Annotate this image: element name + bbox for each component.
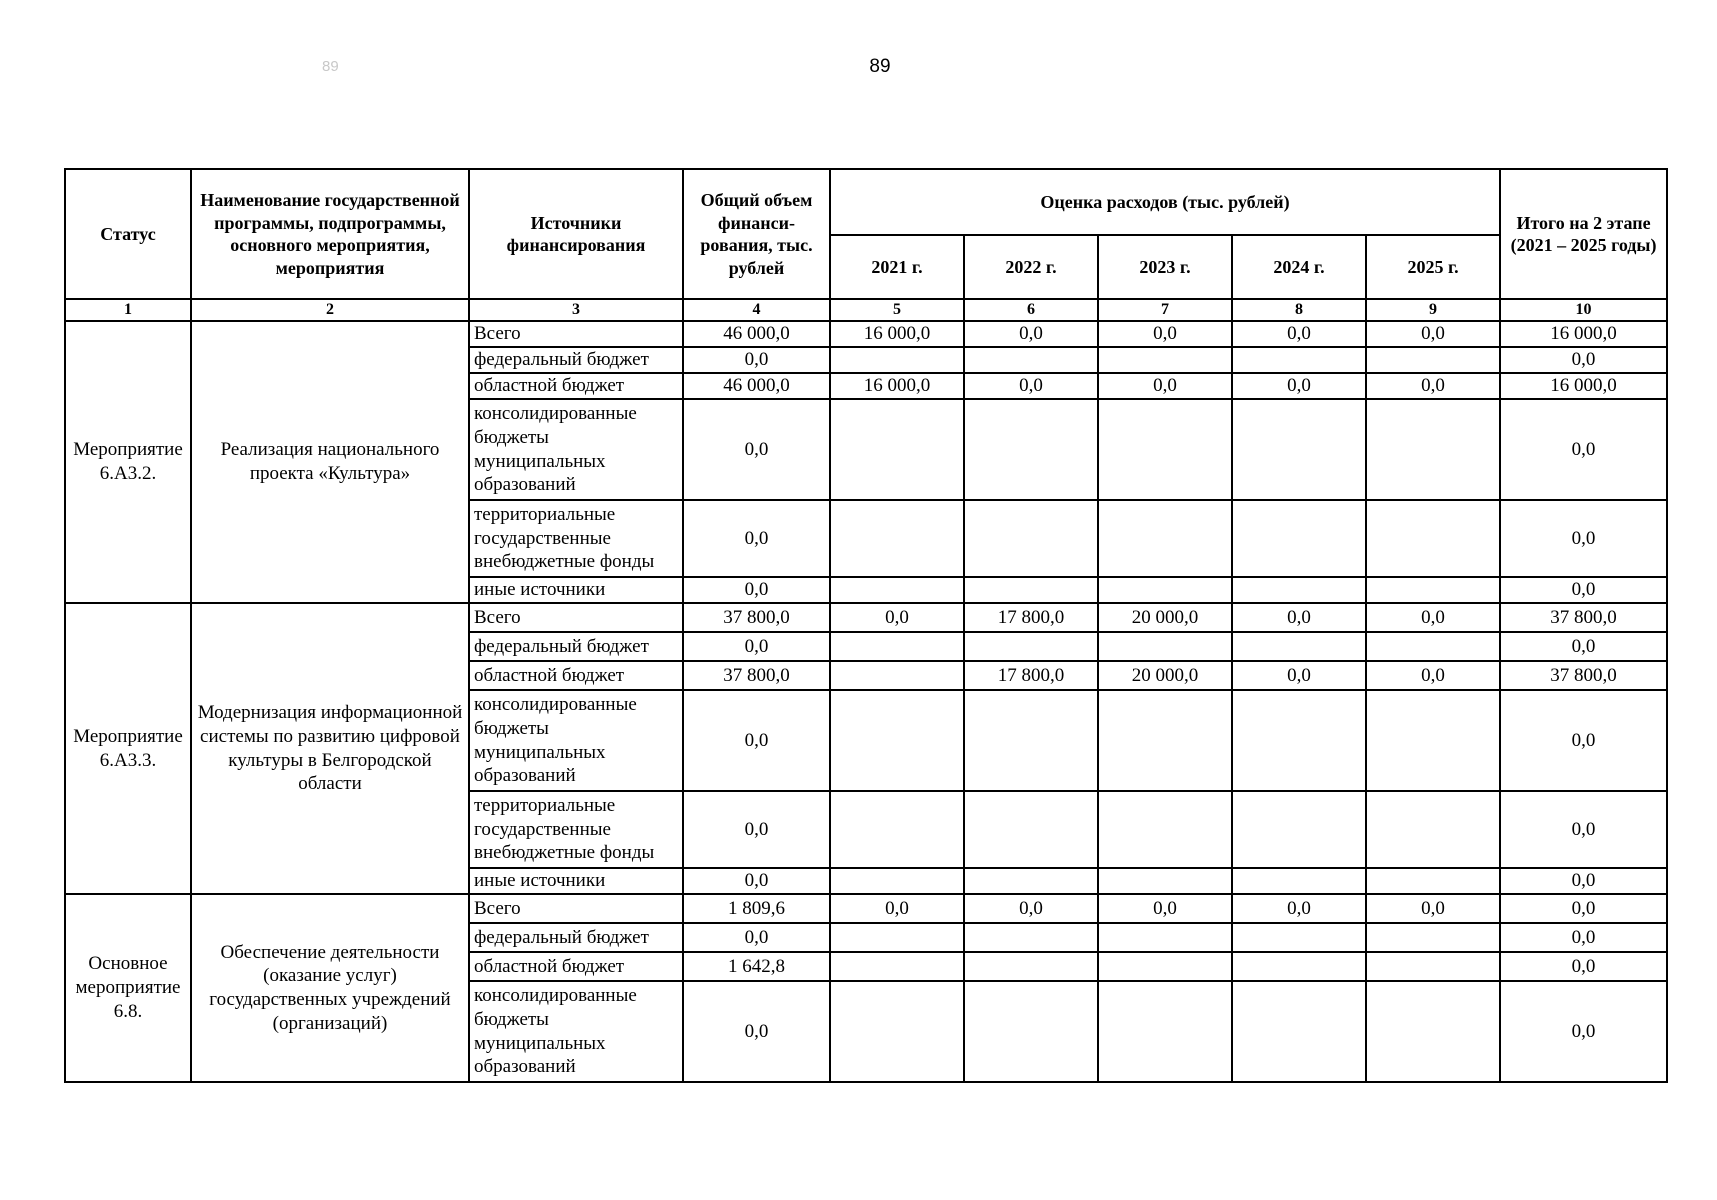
col-number: 1 bbox=[65, 299, 191, 321]
year-2024-cell bbox=[1232, 632, 1366, 661]
year-2024-cell bbox=[1232, 868, 1366, 894]
itogo-cell: 0,0 bbox=[1500, 500, 1667, 577]
year-2022-cell: 0,0 bbox=[964, 321, 1098, 347]
year-2022-cell: 0,0 bbox=[964, 894, 1098, 923]
year-2021-cell bbox=[830, 952, 964, 981]
year-2022-cell bbox=[964, 632, 1098, 661]
col-number: 8 bbox=[1232, 299, 1366, 321]
year-2021-cell bbox=[830, 632, 964, 661]
table-row bbox=[65, 321, 1667, 347]
year-2021-cell bbox=[830, 923, 964, 952]
total-cell: 0,0 bbox=[683, 399, 830, 500]
year-2022-cell: 0,0 bbox=[964, 373, 1098, 399]
year-2022-cell bbox=[964, 868, 1098, 894]
year-2023-cell: 0,0 bbox=[1098, 321, 1232, 347]
year-2021-cell bbox=[830, 981, 964, 1082]
year-2021-cell: 16 000,0 bbox=[830, 373, 964, 399]
year-2021-cell: 0,0 bbox=[830, 603, 964, 632]
source-cell: консолидированные бюджеты муниципальных образований bbox=[469, 690, 683, 791]
source-cell: областной бюджет bbox=[469, 952, 683, 981]
year-2022-cell: 17 800,0 bbox=[964, 603, 1098, 632]
column-number-row bbox=[65, 299, 1667, 321]
year-2023-cell bbox=[1098, 347, 1232, 373]
header-total: Общий объем финанси-рования, тыс. рублей bbox=[683, 169, 830, 299]
total-cell: 46 000,0 bbox=[683, 373, 830, 399]
source-cell: консолидированные бюджеты муниципальных образований bbox=[469, 981, 683, 1082]
year-2025-cell bbox=[1366, 923, 1500, 952]
total-cell: 0,0 bbox=[683, 981, 830, 1082]
year-2022-cell bbox=[964, 347, 1098, 373]
total-cell: 0,0 bbox=[683, 347, 830, 373]
year-2024-cell bbox=[1232, 399, 1366, 500]
year-2023-cell bbox=[1098, 577, 1232, 603]
header-year-2021: 2021 г. bbox=[830, 235, 964, 299]
year-2023-cell bbox=[1098, 690, 1232, 791]
page-number: 89 bbox=[869, 56, 891, 77]
table-row bbox=[65, 894, 1667, 923]
total-cell: 0,0 bbox=[683, 690, 830, 791]
year-2024-cell bbox=[1232, 791, 1366, 868]
year-2024-cell: 0,0 bbox=[1232, 894, 1366, 923]
year-2021-cell bbox=[830, 661, 964, 690]
year-2022-cell bbox=[964, 690, 1098, 791]
year-2024-cell: 0,0 bbox=[1232, 603, 1366, 632]
year-2025-cell bbox=[1366, 690, 1500, 791]
year-2024-cell bbox=[1232, 952, 1366, 981]
year-2025-cell: 0,0 bbox=[1366, 894, 1500, 923]
year-2025-cell bbox=[1366, 632, 1500, 661]
year-2025-cell bbox=[1366, 791, 1500, 868]
itogo-cell: 0,0 bbox=[1500, 923, 1667, 952]
year-2021-cell: 16 000,0 bbox=[830, 321, 964, 347]
itogo-cell: 0,0 bbox=[1500, 577, 1667, 603]
year-2022-cell bbox=[964, 923, 1098, 952]
budget-table bbox=[64, 168, 1668, 1083]
year-2024-cell bbox=[1232, 981, 1366, 1082]
year-2024-cell bbox=[1232, 923, 1366, 952]
total-cell: 37 800,0 bbox=[683, 661, 830, 690]
year-2024-cell: 0,0 bbox=[1232, 321, 1366, 347]
total-cell: 1 809,6 bbox=[683, 894, 830, 923]
year-2022-cell bbox=[964, 577, 1098, 603]
year-2024-cell: 0,0 bbox=[1232, 661, 1366, 690]
itogo-cell: 0,0 bbox=[1500, 399, 1667, 500]
year-2023-cell bbox=[1098, 981, 1232, 1082]
year-2021-cell bbox=[830, 399, 964, 500]
year-2022-cell bbox=[964, 500, 1098, 577]
source-cell: территориальные государственные внебюджетные фонды bbox=[469, 500, 683, 577]
year-2024-cell bbox=[1232, 347, 1366, 373]
year-2022-cell bbox=[964, 791, 1098, 868]
year-2023-cell bbox=[1098, 791, 1232, 868]
year-2023-cell: 0,0 bbox=[1098, 894, 1232, 923]
year-2023-cell: 20 000,0 bbox=[1098, 603, 1232, 632]
year-2023-cell bbox=[1098, 868, 1232, 894]
activity-name-cell: Обеспечение деятельности (оказание услуг) государственных учреждений (организаций) bbox=[191, 894, 469, 1082]
itogo-cell: 0,0 bbox=[1500, 791, 1667, 868]
total-cell: 0,0 bbox=[683, 500, 830, 577]
year-2021-cell bbox=[830, 347, 964, 373]
total-cell: 0,0 bbox=[683, 577, 830, 603]
source-cell: территориальные государственные внебюджетные фонды bbox=[469, 791, 683, 868]
col-number: 7 bbox=[1098, 299, 1232, 321]
itogo-cell: 16 000,0 bbox=[1500, 321, 1667, 347]
source-cell: областной бюджет bbox=[469, 373, 683, 399]
col-number: 3 bbox=[469, 299, 683, 321]
year-2023-cell bbox=[1098, 399, 1232, 500]
source-cell: федеральный бюджет bbox=[469, 347, 683, 373]
source-cell: иные источники bbox=[469, 868, 683, 894]
source-cell: Всего bbox=[469, 603, 683, 632]
col-number: 9 bbox=[1366, 299, 1500, 321]
total-cell: 46 000,0 bbox=[683, 321, 830, 347]
year-2022-cell bbox=[964, 399, 1098, 500]
year-2025-cell bbox=[1366, 868, 1500, 894]
itogo-cell: 0,0 bbox=[1500, 952, 1667, 981]
year-2023-cell: 0,0 bbox=[1098, 373, 1232, 399]
itogo-cell: 0,0 bbox=[1500, 868, 1667, 894]
itogo-cell: 0,0 bbox=[1500, 981, 1667, 1082]
header-itogo: Итого на 2 этапе (2021 – 2025 годы) bbox=[1500, 169, 1667, 299]
header-name: Наименование государственной программы, подпрограммы, основного мероприятия, мероприятия bbox=[191, 169, 469, 299]
year-2021-cell bbox=[830, 690, 964, 791]
year-2024-cell bbox=[1232, 690, 1366, 791]
itogo-cell: 37 800,0 bbox=[1500, 661, 1667, 690]
year-2025-cell bbox=[1366, 952, 1500, 981]
status-cell: Мероприятие 6.А3.2. bbox=[65, 321, 191, 603]
year-2021-cell bbox=[830, 500, 964, 577]
col-number: 4 bbox=[683, 299, 830, 321]
year-2025-cell: 0,0 bbox=[1366, 603, 1500, 632]
activity-name-cell: Реализация национального проекта «Культура» bbox=[191, 321, 469, 603]
itogo-cell: 0,0 bbox=[1500, 632, 1667, 661]
total-cell: 37 800,0 bbox=[683, 603, 830, 632]
table-row bbox=[65, 603, 1667, 632]
ghost-page-number: 89 bbox=[322, 58, 339, 75]
header-estimate: Оценка расходов (тыс. рублей) bbox=[830, 169, 1500, 235]
itogo-cell: 0,0 bbox=[1500, 894, 1667, 923]
year-2025-cell bbox=[1366, 347, 1500, 373]
year-2025-cell: 0,0 bbox=[1366, 321, 1500, 347]
source-cell: областной бюджет bbox=[469, 661, 683, 690]
status-cell: Основное мероприятие 6.8. bbox=[65, 894, 191, 1082]
year-2021-cell: 0,0 bbox=[830, 894, 964, 923]
year-2022-cell: 17 800,0 bbox=[964, 661, 1098, 690]
total-cell: 1 642,8 bbox=[683, 952, 830, 981]
header-year-2025: 2025 г. bbox=[1366, 235, 1500, 299]
total-cell: 0,0 bbox=[683, 923, 830, 952]
status-cell: Мероприятие 6.А3.3. bbox=[65, 603, 191, 894]
header-year-2023: 2023 г. bbox=[1098, 235, 1232, 299]
year-2023-cell bbox=[1098, 923, 1232, 952]
year-2025-cell bbox=[1366, 500, 1500, 577]
col-number: 5 bbox=[830, 299, 964, 321]
col-number: 6 bbox=[964, 299, 1098, 321]
total-cell: 0,0 bbox=[683, 791, 830, 868]
source-cell: иные источники bbox=[469, 577, 683, 603]
source-cell: Всего bbox=[469, 894, 683, 923]
source-cell: федеральный бюджет bbox=[469, 923, 683, 952]
year-2023-cell bbox=[1098, 952, 1232, 981]
year-2021-cell bbox=[830, 868, 964, 894]
year-2023-cell bbox=[1098, 500, 1232, 577]
itogo-cell: 0,0 bbox=[1500, 347, 1667, 373]
source-cell: федеральный бюджет bbox=[469, 632, 683, 661]
itogo-cell: 0,0 bbox=[1500, 690, 1667, 791]
total-cell: 0,0 bbox=[683, 632, 830, 661]
year-2024-cell bbox=[1232, 577, 1366, 603]
year-2025-cell bbox=[1366, 577, 1500, 603]
year-2023-cell: 20 000,0 bbox=[1098, 661, 1232, 690]
year-2023-cell bbox=[1098, 632, 1232, 661]
source-cell: Всего bbox=[469, 321, 683, 347]
year-2022-cell bbox=[964, 981, 1098, 1082]
header-sources: Источники финансирования bbox=[469, 169, 683, 299]
year-2021-cell bbox=[830, 791, 964, 868]
header-status: Статус bbox=[65, 169, 191, 299]
year-2021-cell bbox=[830, 577, 964, 603]
year-2024-cell bbox=[1232, 500, 1366, 577]
activity-name-cell: Модернизация информационной системы по развитию цифровой культуры в Белгородской области bbox=[191, 603, 469, 894]
header-year-2024: 2024 г. bbox=[1232, 235, 1366, 299]
itogo-cell: 16 000,0 bbox=[1500, 373, 1667, 399]
year-2024-cell: 0,0 bbox=[1232, 373, 1366, 399]
header-year-2022: 2022 г. bbox=[964, 235, 1098, 299]
year-2025-cell bbox=[1366, 399, 1500, 500]
total-cell: 0,0 bbox=[683, 868, 830, 894]
year-2022-cell bbox=[964, 952, 1098, 981]
itogo-cell: 37 800,0 bbox=[1500, 603, 1667, 632]
year-2025-cell bbox=[1366, 981, 1500, 1082]
source-cell: консолидированные бюджеты муниципальных образований bbox=[469, 399, 683, 500]
col-number: 2 bbox=[191, 299, 469, 321]
year-2025-cell: 0,0 bbox=[1366, 373, 1500, 399]
col-number: 10 bbox=[1500, 299, 1667, 321]
year-2025-cell: 0,0 bbox=[1366, 661, 1500, 690]
